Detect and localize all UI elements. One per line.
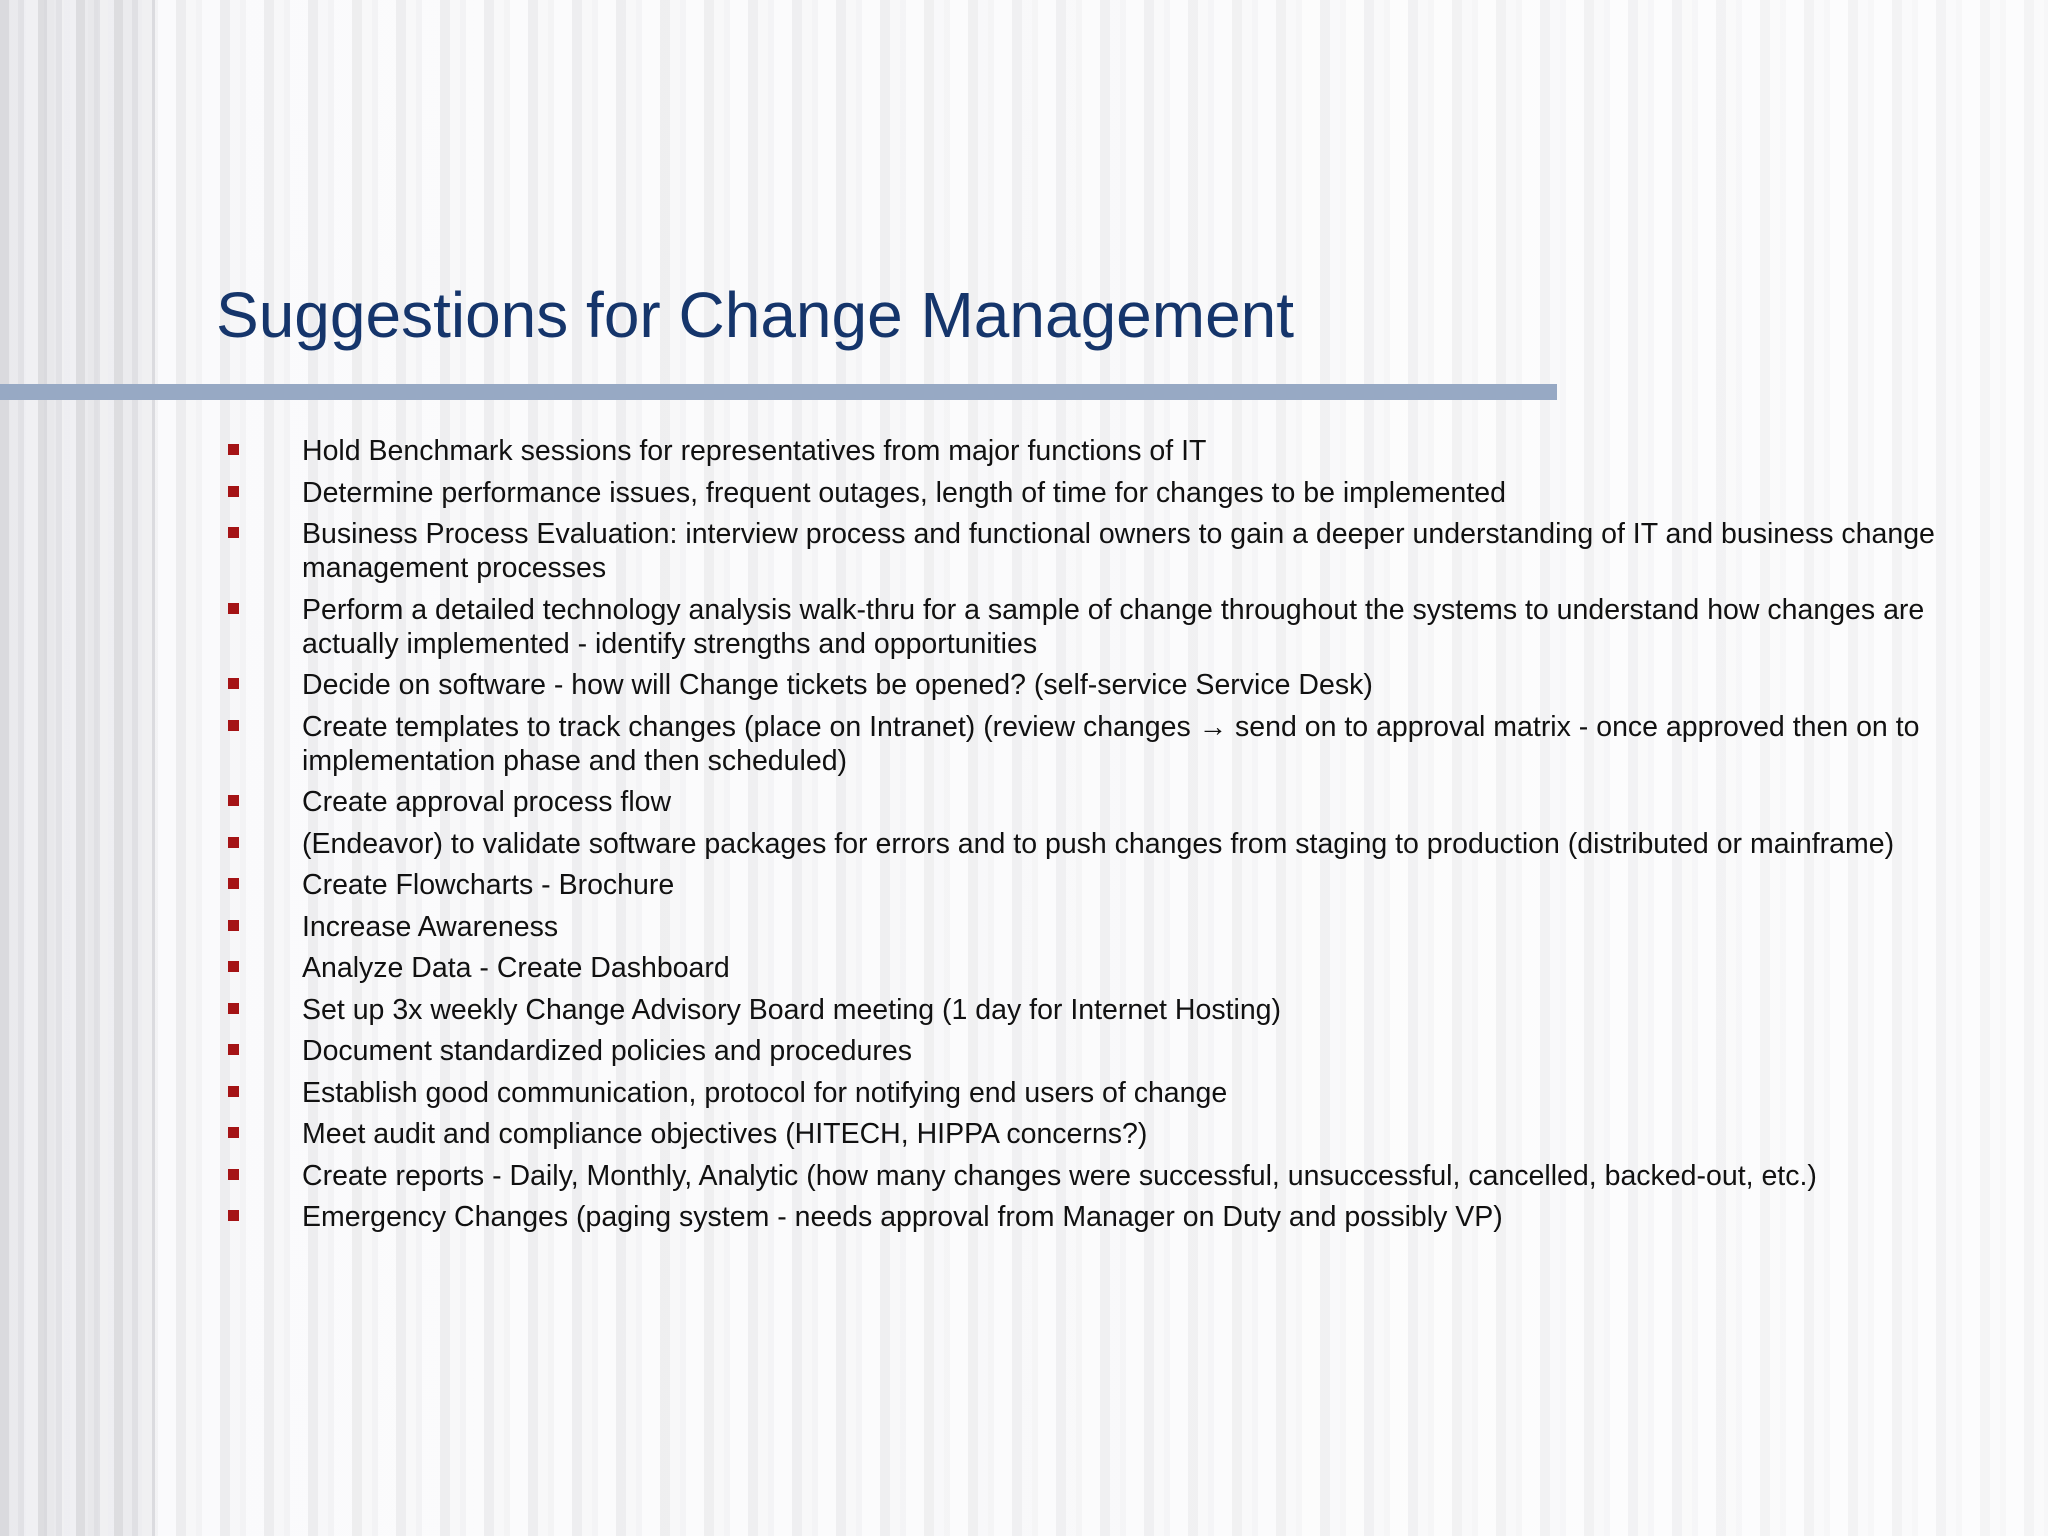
bullet-item <box>226 1034 2026 1068</box>
square-bullet-icon <box>228 444 239 455</box>
bullet-item <box>226 434 2026 468</box>
square-bullet-icon <box>228 527 239 538</box>
bullet-item <box>226 710 2026 778</box>
square-bullet-icon <box>228 1003 239 1014</box>
square-bullet-icon <box>228 720 239 731</box>
bullet-text: Determine performance issues, frequent outages, length of time for changes to be implemented <box>302 476 1506 509</box>
bullet-text: Create templates to track changes (place on Intranet) (review changes → send on to approval matrix - once approved then on to implementation phase and then scheduled) <box>302 710 1920 777</box>
bullet-text: Analyze Data - Create Dashboard <box>302 952 730 984</box>
background-stripes <box>0 0 155 1536</box>
bullet-text: Decide on software - how will Change tickets be opened? (self-service Service Desk) <box>302 669 1373 701</box>
bullet-text: Create Flowcharts - Brochure <box>302 869 675 901</box>
bullet-text: Meet audit and compliance objectives (HITECH, HIPPA concerns?) <box>302 1118 1148 1150</box>
square-bullet-icon <box>228 678 239 689</box>
square-bullet-icon <box>228 1127 239 1138</box>
bullet-text: (Endeavor) to validate software packages for errors and to push changes from staging to production (distributed or mainframe) <box>302 827 1895 860</box>
bullet-list <box>226 434 2026 1242</box>
bullet-text: Business Process Evaluation: interview process and functional owners to gain a deeper understanding of IT and business change management processes <box>302 518 1935 584</box>
bullet-item <box>226 1117 2026 1151</box>
slide-title: Suggestions for Change Management <box>216 279 1295 351</box>
square-bullet-icon <box>228 1044 239 1055</box>
bullet-text: Document standardized policies and procedures <box>302 1035 912 1067</box>
bullet-text: Create approval process flow <box>302 786 672 818</box>
bullet-text: Perform a detailed technology analysis walk-thru for a sample of change throughout the systems to understand how changes are actually implemented - identify strengths and opportunities <box>302 593 1925 660</box>
bullet-text: Hold Benchmark sessions for representatives from major functions of IT <box>302 435 1207 467</box>
bullet-item <box>226 1076 2026 1110</box>
bullet-item <box>226 910 2026 944</box>
bullet-item <box>226 593 2026 661</box>
square-bullet-icon <box>228 1210 239 1221</box>
bullet-text: Increase Awareness <box>302 910 559 943</box>
bullet-text: Emergency Changes (paging system - needs approval from Manager on Duty and possibly VP) <box>302 1201 1503 1233</box>
bullet-text: Establish good communication, protocol for notifying end users of change <box>302 1076 1228 1109</box>
bullet-item <box>226 517 2026 585</box>
bullet-item <box>226 868 2026 902</box>
title-underline-bar <box>0 384 1557 400</box>
bullet-item <box>226 827 2026 861</box>
bullet-item <box>226 476 2026 510</box>
square-bullet-icon <box>228 1086 239 1097</box>
square-bullet-icon <box>228 795 239 806</box>
bullet-item <box>226 951 2026 985</box>
square-bullet-icon <box>228 920 239 931</box>
bullet-item <box>226 993 2026 1027</box>
bullet-item <box>226 1159 2026 1193</box>
bullet-item <box>226 668 2026 702</box>
square-bullet-icon <box>228 878 239 889</box>
square-bullet-icon <box>228 961 239 972</box>
square-bullet-icon <box>228 486 239 497</box>
square-bullet-icon <box>228 603 239 614</box>
bullet-item <box>226 785 2026 819</box>
square-bullet-icon <box>228 837 239 848</box>
bullet-text: Create reports - Daily, Monthly, Analytic (how many changes were successful, unsuccessful, cancelled, backed-out, etc.) <box>302 1159 1817 1192</box>
bullet-text: Set up 3x weekly Change Advisory Board meeting (1 day for Internet Hosting) <box>302 993 1282 1026</box>
bullet-item <box>226 1200 2026 1234</box>
square-bullet-icon <box>228 1169 239 1180</box>
